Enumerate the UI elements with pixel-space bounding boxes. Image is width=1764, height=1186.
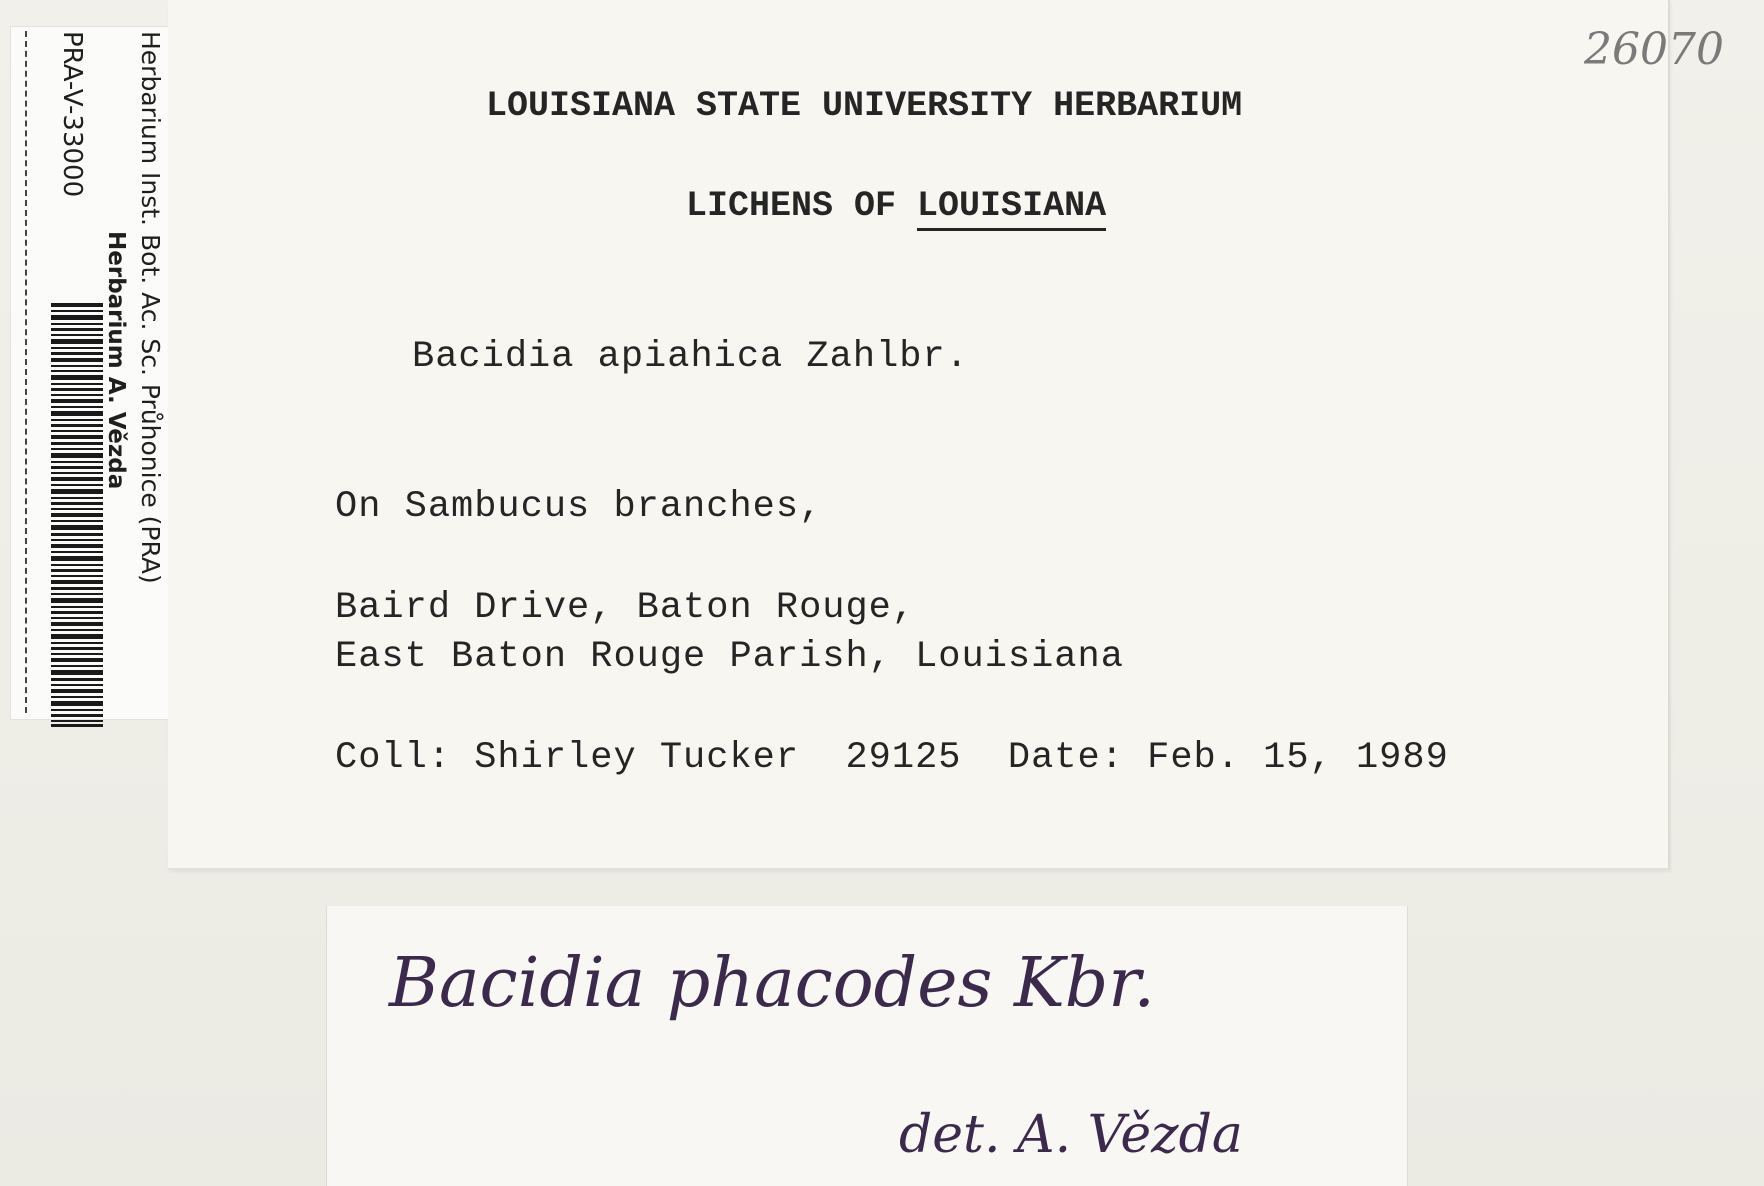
institution-heading: LOUISIANA STATE UNIVERSITY HERBARIUM bbox=[486, 86, 1243, 126]
taxon-name: Bacidia apiahica Zahlbr. bbox=[412, 336, 969, 378]
determination-handwriting bbox=[327, 906, 1407, 1186]
catalog-number: PRA-V-33000 bbox=[57, 31, 87, 198]
substrate-text: On Sambucus branches, bbox=[335, 486, 823, 528]
barcode-institution-text: Herbarium Inst. Bot. Ac. Sc. Průhonice (PRA) bbox=[136, 31, 165, 584]
barcode-image bbox=[51, 303, 103, 727]
determination-taxon: Bacidia phacodes Kbr. bbox=[389, 944, 1155, 1023]
barcode-label bbox=[10, 26, 172, 720]
collection-heading-prefix: LICHENS OF bbox=[686, 186, 918, 226]
sheet-number-text: 26070 bbox=[1584, 24, 1724, 75]
cut-line bbox=[25, 31, 27, 713]
collection-line: Coll: Shirley Tucker 29125 Date: Feb. 15, 1989 bbox=[335, 737, 1449, 779]
locality-line-2: East Baton Rouge Parish, Louisiana bbox=[335, 636, 1124, 678]
locality-line-1: Baird Drive, Baton Rouge, bbox=[335, 587, 916, 629]
collection-heading bbox=[686, 186, 1106, 226]
barcode-herbarium-text: Herbarium A. Vězda bbox=[103, 231, 129, 490]
determination-slip bbox=[326, 906, 1408, 1186]
sheet-number-handwritten bbox=[1580, 12, 1730, 82]
collection-heading-region: LOUISIANA bbox=[917, 186, 1106, 231]
specimen-label bbox=[168, 0, 1670, 870]
determiner-signature: det. A. Vězda bbox=[899, 1105, 1243, 1165]
